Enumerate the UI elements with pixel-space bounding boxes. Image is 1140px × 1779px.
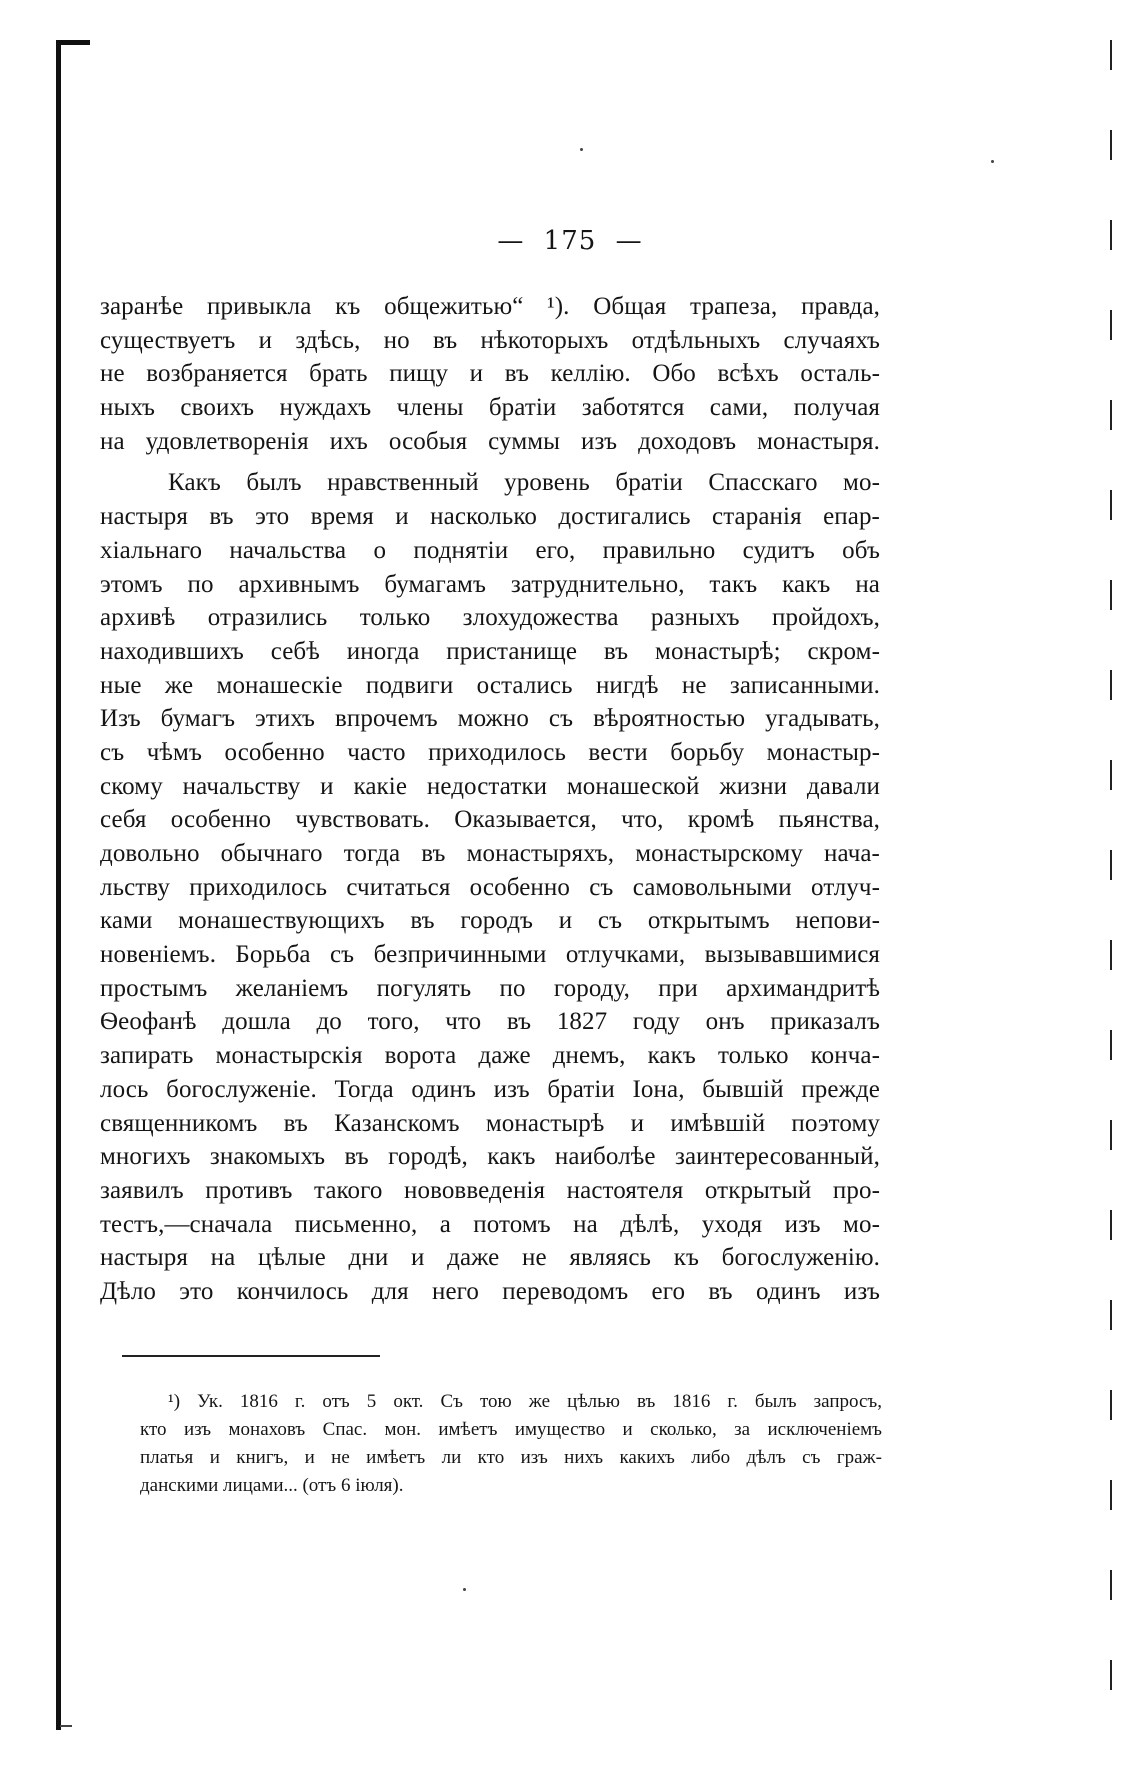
- scan-speck: [580, 148, 583, 151]
- footnote-line: данскими лицами... (отъ 6 іюля).: [140, 1475, 404, 1496]
- paragraph-gap: [100, 458, 880, 466]
- text-line: лось богослуженіе. Тогда одинъ изъ братіи Іона, бывшій прежде: [100, 1075, 880, 1103]
- text-line: этомъ по архивнымъ бумагамъ затруднительно, такъ какъ на: [100, 570, 880, 598]
- text-line: льству приходилось считаться особенно съ самовольными отлуч-: [100, 873, 880, 901]
- footnote-line: кто изъ монаховъ Спас. мон. имѣетъ имущество и сколько, за исключеніемъ: [140, 1419, 882, 1440]
- text-line: настыря на цѣлые дни и даже не являясь къ богослуженію.: [100, 1244, 880, 1272]
- scan-border-top: [56, 40, 90, 45]
- footnote-line: платья и книгъ, и не имѣетъ ли кто изъ нихъ какихъ либо дѣлъ съ граж-: [140, 1447, 882, 1468]
- page-number: [0, 226, 1140, 256]
- footnote: [140, 1388, 882, 1500]
- text-line: находившихъ себѣ иногда пристанище въ монастырѣ; скром-: [100, 637, 880, 665]
- text-line: заранѣе привыкла къ общежитью“ ¹). Общая трапеза, правда,: [100, 293, 880, 320]
- text-line: Ѳеофанѣ дошла до того, что въ 1827 году онъ приказалъ: [100, 1008, 880, 1036]
- scan-speck: [60, 1725, 72, 1727]
- text-line: довольно обычнаго тогда въ монастыряхъ, монастырскому нача-: [100, 840, 880, 867]
- text-line: Дѣло это кончилось для него переводомъ его въ одинъ изъ: [100, 1277, 880, 1305]
- text-line: новеніемъ. Борьба съ безпричинными отлучками, вызывавшимися: [100, 941, 880, 969]
- text-line: священникомъ въ Казанскомъ монастырѣ и имѣвшій поэтому: [100, 1109, 880, 1137]
- text-line: себя особенно чувствовать. Оказывается, что, кромѣ пьянства,: [100, 806, 880, 834]
- page-number-dash-left: —: [497, 226, 525, 256]
- scan-border-left: [56, 40, 61, 1730]
- text-line: скому начальству и какіе недостатки монашеской жизни давали: [100, 772, 880, 800]
- scan-speck: [991, 160, 994, 163]
- text-line: многихъ знакомыхъ въ городѣ, какъ наиболѣе заинтересованный,: [100, 1143, 880, 1171]
- text-line: не возбраняется брать пищу и въ келлію. Обо всѣхъ осталь-: [100, 360, 880, 388]
- text-line: хіальнаго начальства о поднятіи его, правильно судитъ объ: [100, 536, 880, 564]
- body-text: [100, 290, 880, 1309]
- text-line: архивѣ отразились только злохудожества разныхъ пройдохъ,: [100, 604, 880, 632]
- text-line: Какъ былъ нравственный уровень братіи Спасскаго мо-: [168, 469, 880, 497]
- text-line: заявилъ противъ такого нововведенія настоятеля открытый про-: [100, 1176, 880, 1204]
- scan-edge-right: [1110, 40, 1112, 1740]
- text-line: существуетъ и здѣсь, но въ нѣкоторыхъ отдѣльныхъ случаяхъ: [100, 326, 880, 354]
- text-line: ныхъ своихъ нуждахъ члены братіи заботятся сами, получая: [100, 394, 880, 422]
- text-line: простымъ желаніемъ погулять по городу, при архимандритѣ: [100, 974, 880, 1002]
- text-line: ные же монашескіе подвиги остались нигдѣ не записанными.: [100, 671, 880, 699]
- footnote-rule: [122, 1355, 380, 1357]
- text-line: Изъ бумагъ этихъ впрочемъ можно съ вѣроятностью угадывать,: [100, 705, 880, 733]
- page-number-value: 175: [543, 226, 597, 256]
- text-line: на удовлетворенія ихъ особыя суммы изъ доходовъ монастыря.: [100, 427, 880, 455]
- scan-speck: [463, 1588, 466, 1591]
- text-line: ками монашествующихъ въ городъ и съ открытымъ непови-: [100, 907, 880, 935]
- footnote-line: ¹) Ук. 1816 г. отъ 5 окт. Съ тою же цѣлью въ 1816 г. былъ запросъ,: [168, 1391, 882, 1412]
- text-line: запирать монастырскія ворота даже днемъ, какъ только конча-: [100, 1042, 880, 1070]
- text-line: настыря въ это время и насколько достигались старанія епар-: [100, 503, 880, 531]
- page-number-dash-right: —: [615, 226, 643, 256]
- text-line: съ чѣмъ особенно часто приходилось вести борьбу монастыр-: [100, 738, 880, 766]
- text-line: тестъ,—сначала письменно, а потомъ на дѣлѣ, уходя изъ мо-: [100, 1210, 880, 1238]
